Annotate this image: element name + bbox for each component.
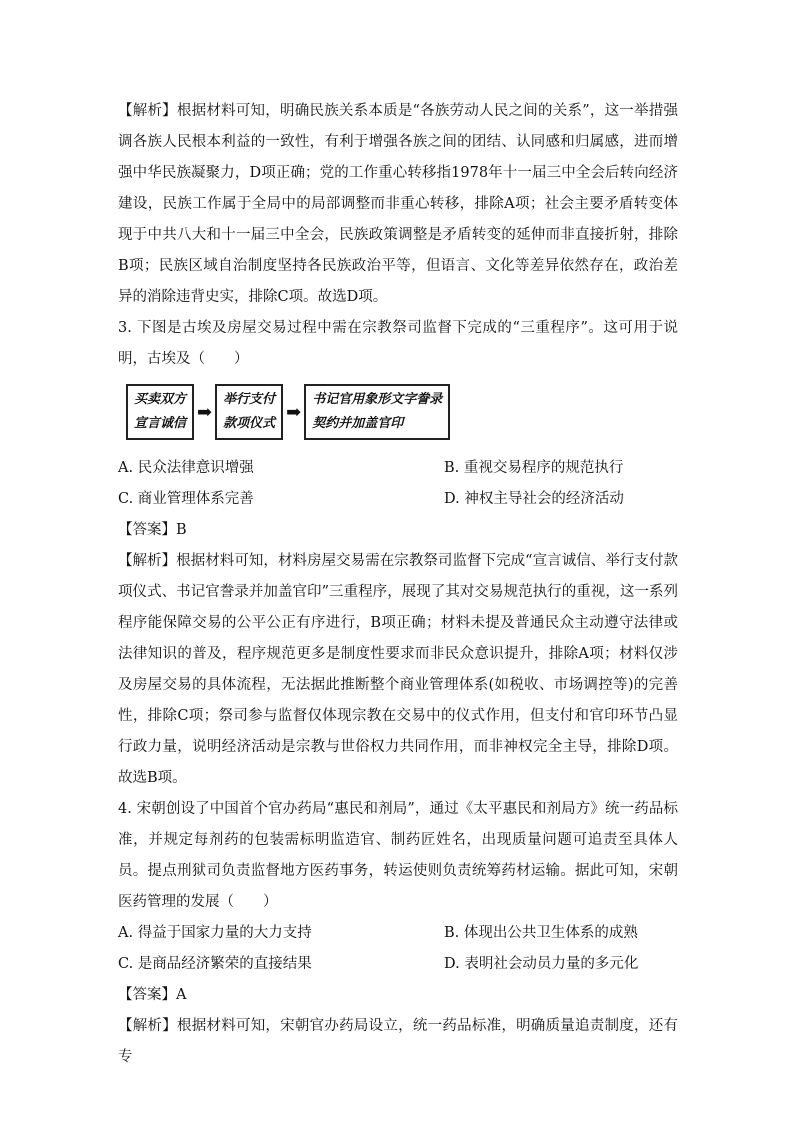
diagram-box-2 bbox=[215, 384, 283, 440]
q4-option-b[interactable]: B. 体现出公共卫生体系的成熟 bbox=[444, 925, 638, 941]
q3-stem: 3. 下图是古埃及房屋交易过程中需在宗教祭司监督下完成的“三重程序”。这可用于说明，古埃及（ ） bbox=[118, 320, 678, 367]
q4-answer: 【答案】A bbox=[118, 987, 187, 1003]
q4-option-d[interactable]: D. 表明社会动员力量的多元化 bbox=[444, 956, 639, 972]
q3-option-d[interactable]: D. 神权主导社会的经济活动 bbox=[444, 491, 624, 507]
box1-line2: 宣言诚信 bbox=[134, 416, 187, 431]
diagram-box-1 bbox=[126, 384, 194, 440]
q4-options-row-1 bbox=[118, 918, 678, 949]
diagram-box-3 bbox=[304, 384, 450, 440]
q3-answer: 【答案】B bbox=[118, 522, 187, 538]
q3-option-a[interactable]: A. 民众法律意识增强 bbox=[118, 460, 254, 476]
q3-diagram bbox=[126, 379, 678, 445]
box3-line2: 契约并加盖官印 bbox=[312, 416, 404, 431]
q2-analysis: 【解析】根据材料可知，明确民族关系本质是“各族劳动人民之间的关系”，这一举措强调各族人民根本利益的一致性，有利于增强各族之间的团结、认同感和归属感，进而增强中华民族凝聚力，D项正确；党的工作重心转移指1978年十一届三中全会后转向经济建设，民族工作属于全局中的局部调整而非重心转移，排除A项；社会主要矛盾转变体现于中共八大和十一届三中全会，民族政策调整是矛盾转变的延伸而非直接折射，排除B项；民族区域自治制度坚持各民族政治平等，但语言、文化等差异依然存在，政治差异的消除违背史实，排除C项。故选D项。 bbox=[118, 103, 678, 305]
q3-option-c[interactable]: C. 商业管理体系完善 bbox=[118, 491, 254, 507]
q3-options-row-1 bbox=[118, 453, 678, 484]
box1-line1: 买卖双方 bbox=[134, 392, 187, 407]
q4-options-row-2 bbox=[118, 949, 678, 980]
q3-option-b[interactable]: B. 重视交易程序的规范执行 bbox=[444, 460, 624, 476]
q4-option-c[interactable]: C. 是商品经济繁荣的直接结果 bbox=[118, 956, 312, 972]
arrow-icon: ➡ bbox=[197, 401, 213, 423]
q4-analysis: 【解析】根据材料可知，宋朝官办药局设立，统一药品标准，明确质量追责制度，还有专 bbox=[118, 1018, 678, 1065]
q4-option-a[interactable]: A. 得益于国家力量的大力支持 bbox=[118, 925, 312, 941]
arrow-icon: ➡ bbox=[286, 401, 302, 423]
box3-line1: 书记官用象形文字誊录 bbox=[312, 392, 443, 407]
box2-line2: 款项仪式 bbox=[223, 416, 276, 431]
q4-stem: 4. 宋朝创设了中国首个官办药局“惠民和剂局”，通过《太平惠民和剂局方》统一药品标准，并规定每剂药的包装需标明监造官、制药匠姓名，出现质量问题可追责至具体人员。提点刑狱司负责监督地方医药事务，转运使则负责统筹药材运输。据此可知，宋朝医药管理的发展（ ） bbox=[118, 801, 678, 910]
box2-line1: 举行支付 bbox=[223, 392, 276, 407]
document-page bbox=[118, 96, 678, 1073]
q3-options-row-2 bbox=[118, 484, 678, 515]
q3-analysis: 【解析】根据材料可知，材料房屋交易需在宗教祭司监督下完成“宣言诚信、举行支付款项仪式、书记官誊录并加盖官印”三重程序，展现了其对交易规范执行的重视，这一系列程序能保障交易的公平公正有序进行，B项正确；材料未提及普通民众主动遵守法律或法律知识的普及，程序规范更多是制度性要求而非民众意识提升，排除A项；材料仅涉及房屋交易的具体流程，无法据此推断整个商业管理体系(如税收、市场调控等)的完善性，排除C项；祭司参与监督仅体现宗教在交易中的仪式作用，但支付和官印环节凸显行政力量，说明经济活动是宗教与世俗权力共同作用，而非神权完全主导，排除D项。故选B项。 bbox=[118, 553, 678, 786]
